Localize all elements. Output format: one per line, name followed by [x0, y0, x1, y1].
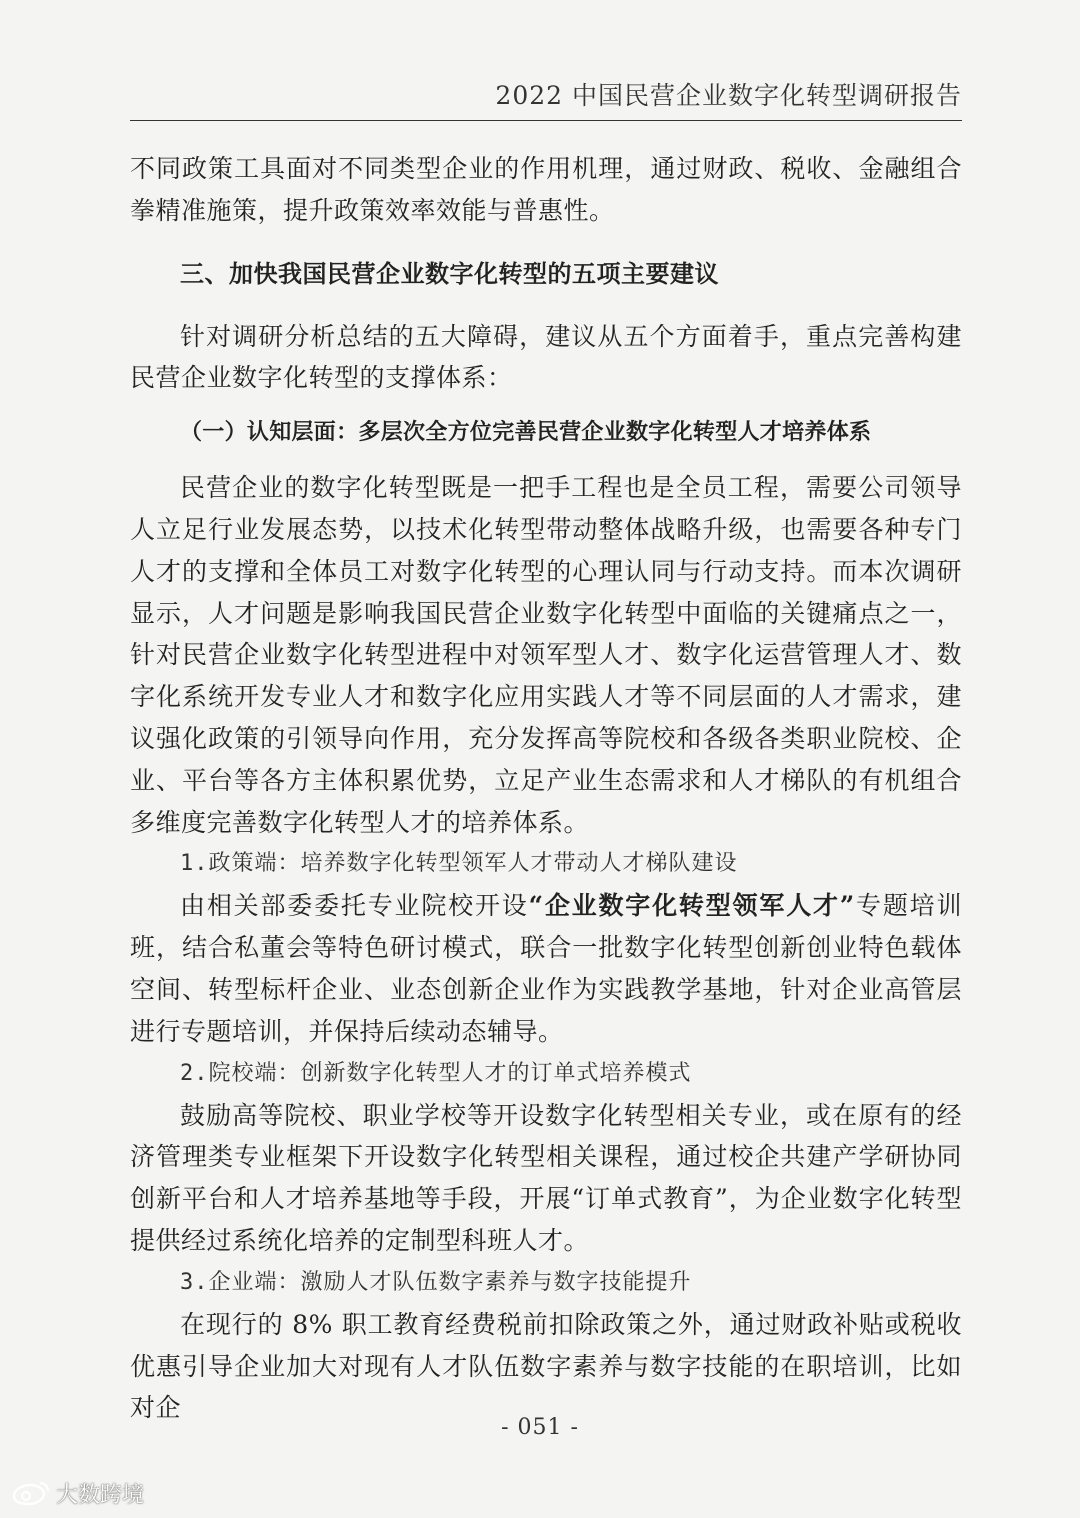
item1-paragraph — [130, 885, 962, 1052]
intro-paragraph: 不同政策工具面对不同类型企业的作用机理，通过财政、税收、金融组合拳精准施策，提升政策效率效能与普惠性。 — [130, 154, 962, 225]
weibo-like-logo-icon — [8, 1480, 52, 1508]
section-heading: 三、加快我国民营企业数字化转型的五项主要建议 — [180, 259, 719, 288]
watermark-text: 大数跨境 — [56, 1483, 145, 1508]
item2-title: 2.院校端：创新数字化转型人才的订单式培养模式 — [180, 1060, 692, 1086]
item1-text-pre: 由相关部委委托专业院校开设 — [180, 891, 529, 921]
section-intro-paragraph: 针对调研分析总结的五大障碍，建议从五个方面着手，重点完善构建民营企业数字化转型的支撑体系： — [130, 321, 962, 393]
header-title: 2022 中国民营企业数字化转型调研报告 — [495, 81, 962, 110]
running-header — [130, 76, 962, 121]
subsection-heading: （一）认知层面：多层次全方位完善民营企业数字化转型人才培养体系 — [180, 420, 872, 446]
item1-text-post: 专题培训班，结合私董会等特色研讨模式，联合一批数字化转型创新创业特色载体空间、转型标杆企业、业态创新企业作为实践教学基地，针对企业高管层进行专题培训，并保持后续动态辅导。 — [130, 891, 962, 1046]
item1-title: 1.政策端：培养数字化转型领军人才带动人才梯队建设 — [180, 851, 738, 877]
page-content — [130, 148, 962, 1429]
item1-emphasis: “企业数字化转型领军人才” — [528, 891, 855, 921]
item3-title: 3.企业端：激励人才队伍数字素养与数字技能提升 — [180, 1269, 692, 1295]
item3-paragraph: 在现行的 8% 职工教育经费税前扣除政策之外，通过财政补贴或税收优惠引导企业加大对现有人才队伍数字素养与数字技能的在职培训，比如对企 — [130, 1309, 962, 1423]
page-number: - 051 - — [501, 1415, 579, 1440]
item2-paragraph: 鼓励高等院校、职业学校等开设数字化转型相关专业，或在原有的经济管理类专业框架下开设数字化转型相关课程，通过校企共建产学研协同创新平台和人才培养基地等手段，开展“订单式教育”，为企业数字化转型提供经过系统化培养的定制型科班人才。 — [130, 1100, 962, 1255]
watermark — [8, 1478, 144, 1509]
subsection-paragraph: 民营企业的数字化转型既是一把手工程也是全员工程，需要公司领导人立足行业发展态势，以技术化转型带动整体战略升级，也需要各种专门人才的支撑和全体员工对数字化转型的心理认同与行动支持。而本次调研显示，人才问题是影响我国民营企业数字化转型中面临的关键痛点之一，针对民营企业数字化转型进程中对领军型人才、数字化运营管理人才、数字化系统开发专业人才和数字化应用实践人才等不同层面的人才需求，建议强化政策的引领导向作用，充分发挥高等院校和各级各类职业院校、企业、平台等各方主体积累优势，立足产业生态需求和人才梯队的有机组合多维度完善数字化转型人才的培养体系。 — [130, 473, 962, 837]
